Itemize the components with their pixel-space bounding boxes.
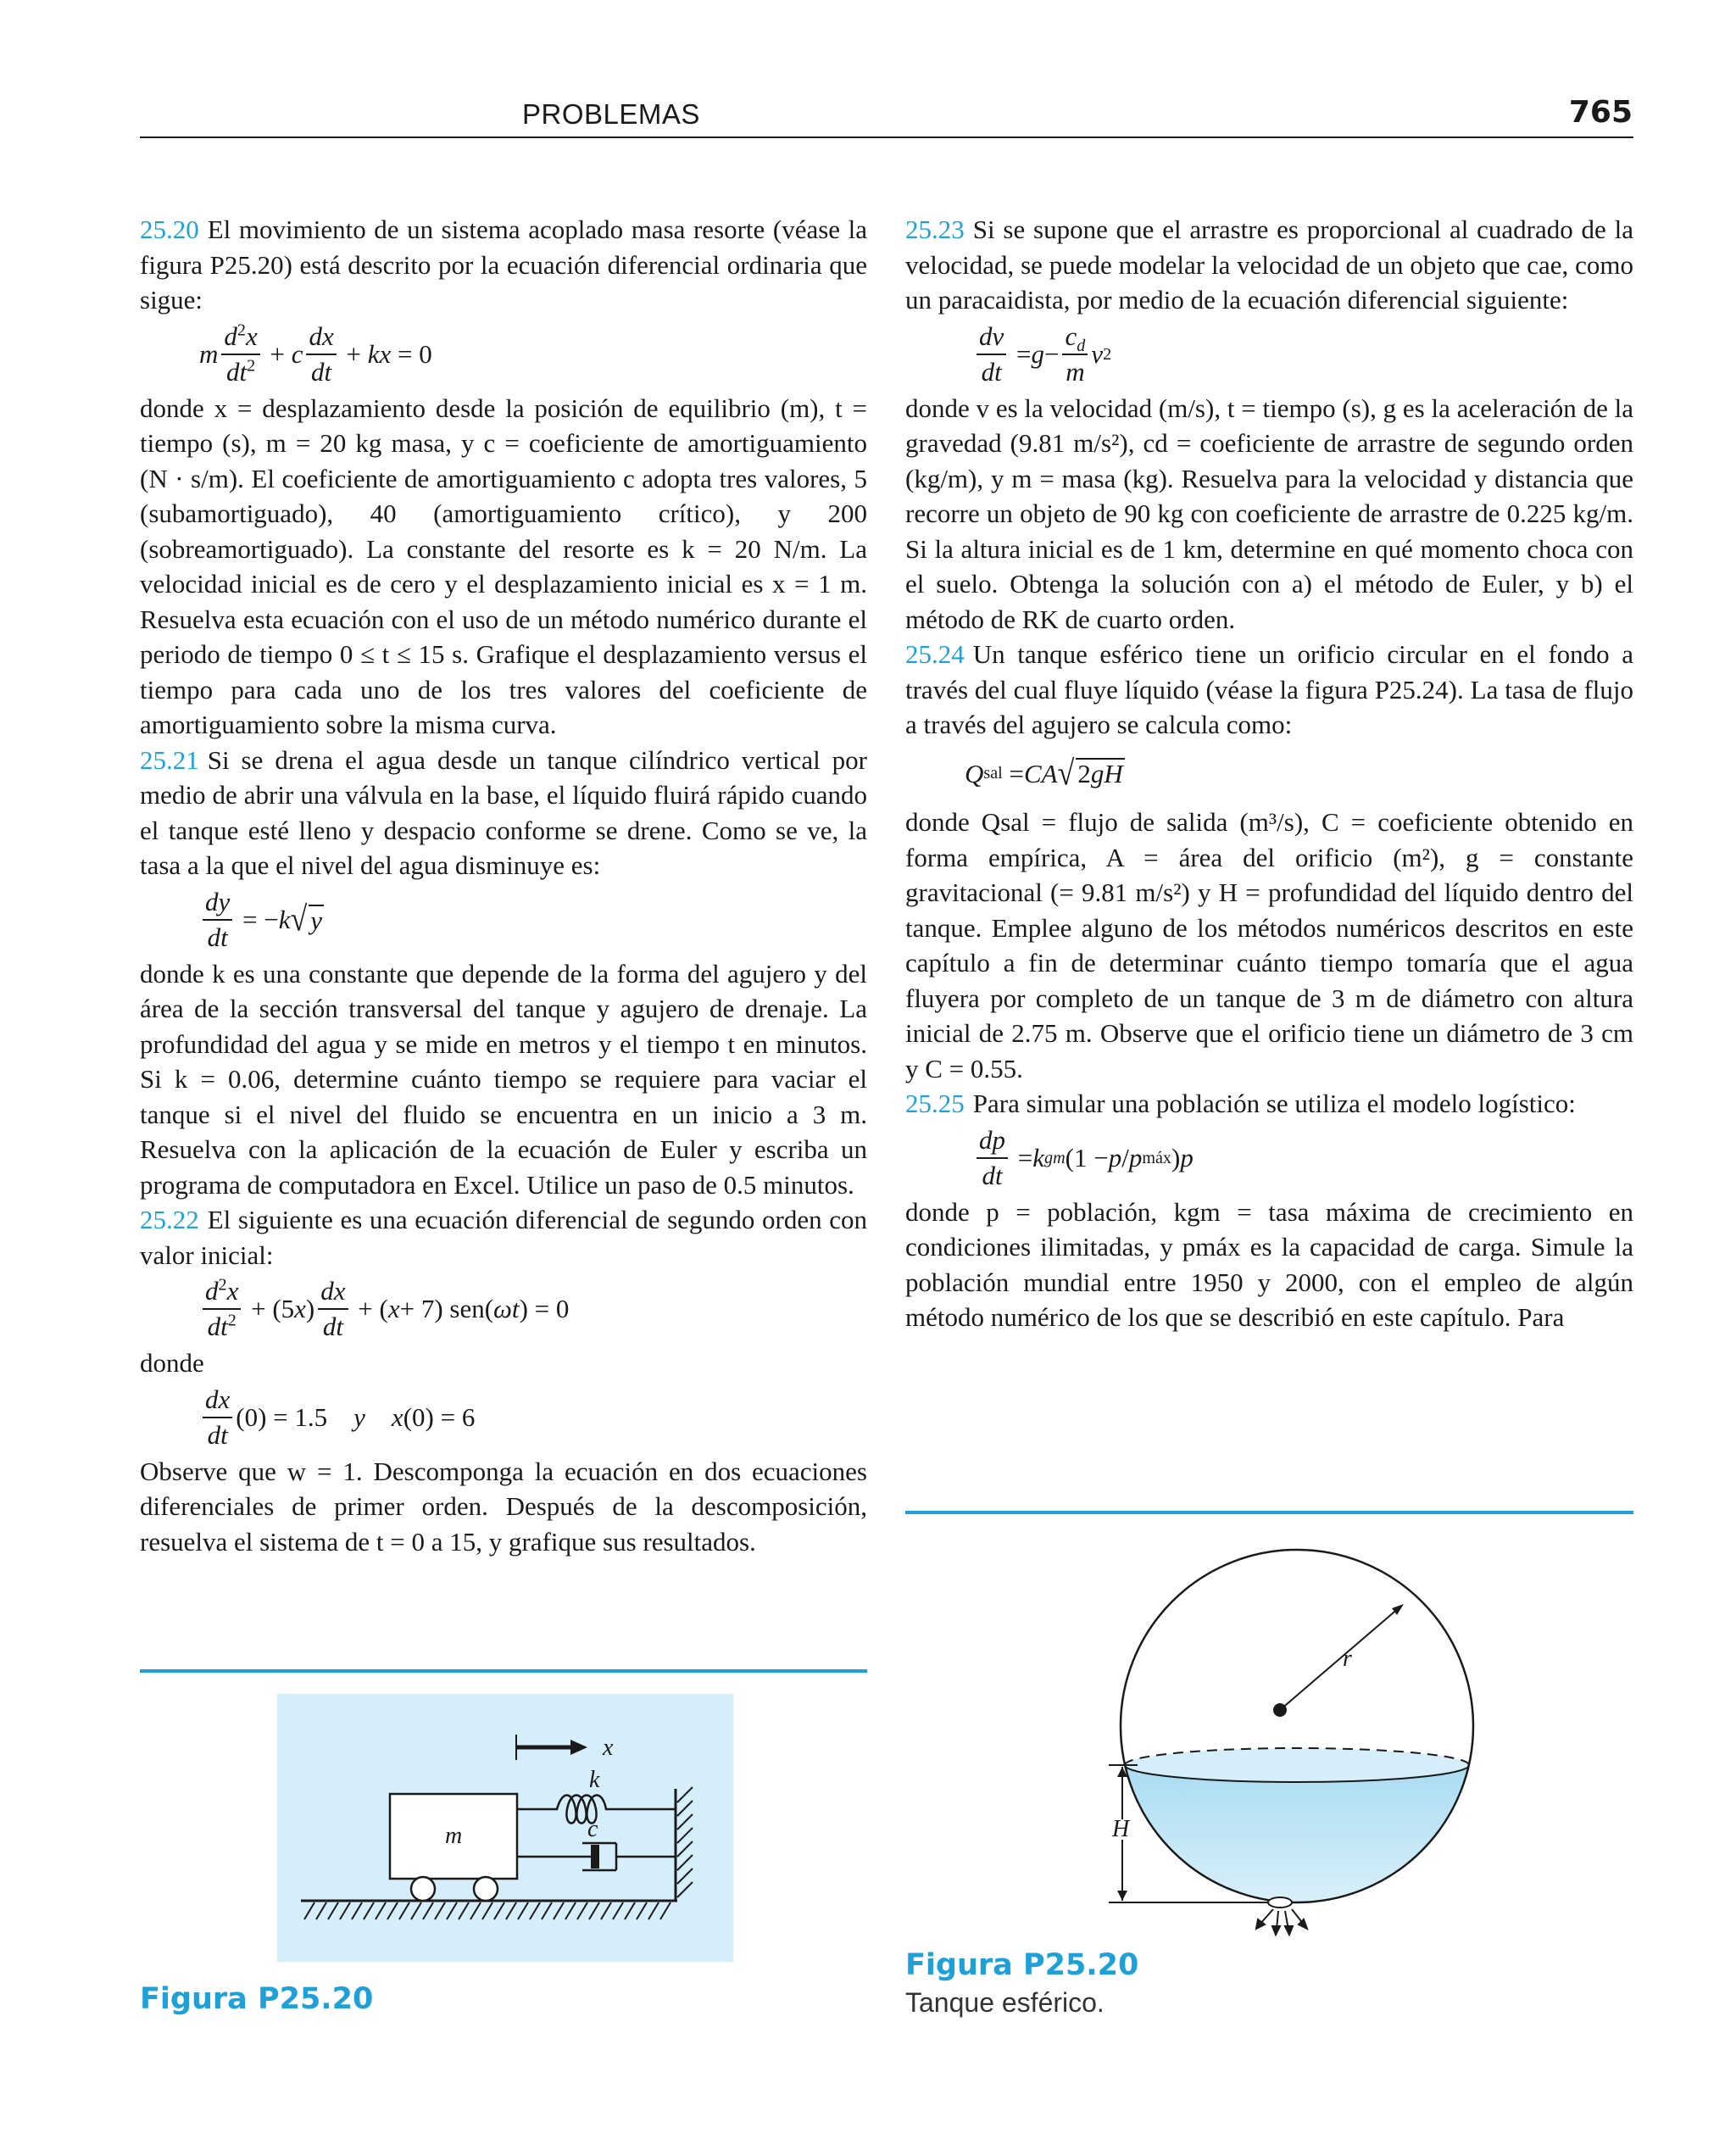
figure-rule-right (905, 1511, 1633, 1514)
problem-25-24 (905, 637, 1633, 743)
problem-number: 25.25 (905, 1089, 965, 1118)
water-body (1100, 1765, 1499, 1935)
figure-subtitle-right: Tanque esférico. (905, 1987, 1104, 2018)
problem-25-25 (905, 1086, 1633, 1122)
problem-intro: El siguiente es una ecuación diferencial de segundo orden con valor inicial: (140, 1205, 867, 1270)
problem-number: 25.20 (140, 214, 199, 244)
problem-body: donde Qsal = flujo de salida (m³/s), C = coeficiente obtenido en forma empírica, A = área del orificio (m²), g = constante gravitacional (= 9.81 m/s²) y H = profundidad del líquido dentro del tanque. Emplee alguno de los métodos numéricos descritos en este capítulo a fin de determinar cuánto tiempo tomaría que el agua fluyera por completo de un tanque de 3 m de diámetro con altura inicial de 2.75 m. Observe que el orificio tiene un diámetro de 3 cm y C = 0.55. (905, 807, 1633, 1083)
orifice (1268, 1897, 1292, 1908)
spring-label: k (589, 1767, 600, 1793)
damper-piston (591, 1845, 599, 1869)
figure-rule-left (140, 1669, 867, 1673)
equation-tank-drain: $\frac{dy}{dt}$ = − k √ y (199, 887, 867, 953)
spherical-tank-figure (1049, 1543, 1499, 1941)
outflow-arrows (1256, 1909, 1307, 1935)
equation-logistic: $\frac{dp}{dt}$ = k gm (1 − p / p máx ) p (973, 1125, 1633, 1191)
displacement-label: x (603, 1735, 614, 1761)
problem-intro: El movimiento de un sistema acoplado masa resorte (véase la figura P25.20) está descrito por la ecuación diferencial ordinaria que sigue: (140, 214, 867, 315)
problem-number: 25.22 (140, 1205, 199, 1234)
radius-label: r (1343, 1646, 1352, 1672)
problem-intro: Si se drena el agua desde un tanque cilíndrico vertical por medio de abrir una válvula en la base, el líquido fluirá rápido cuando el tanque esté lleno y despacio conforme se drene. Como se ve, la tasa a la que el nivel del agua disminuye es: (140, 744, 867, 880)
figure-caption-left: Figura P25.20 (140, 1982, 374, 2016)
header-rule (140, 136, 1633, 138)
equation-mass-spring: m $\frac{d^2x}{dt^2}$ + c $\frac{dx}{dt}$ + kx = 0 (199, 320, 432, 387)
problem-number: 25.21 (140, 744, 199, 775)
h-arrow-down (1117, 1891, 1127, 1901)
left-column (140, 212, 867, 1559)
problem-body: donde p = población, kgm = tasa máxima de crecimiento en condiciones ilimitadas, y pmáx es la capacidad de carga. Simule la población mundial entre 1950 y 2000, con el empleo de algún método numérico de los que se describió en este capítulo. Para (905, 1196, 1633, 1332)
mass-label: m (445, 1823, 463, 1849)
problem-body: Observe que w = 1. Descomponga la ecuación en dos ecuaciones diferenciales de primer orden. Después de la descomposición, resuelva el sistema de t = 0 a 15, y grafique sus resultados. (140, 1456, 867, 1557)
equation-initial-conditions: $\frac{dx}{dt}$ (0) = 1.5 y x (0) = 6 (199, 1384, 867, 1451)
equation-second-order: $\frac{d^2x}{dt^2}$ + (5 x ) $\frac{dx}{dt}$ + ( x + 7) sen( ωt ) = 0 (199, 1276, 867, 1342)
running-header: PROBLEMAS (522, 98, 700, 130)
depth-label: H (1112, 1816, 1130, 1842)
donde-text: donde (140, 1348, 204, 1378)
radius-line (1280, 1607, 1399, 1710)
wheel-right (474, 1877, 498, 1901)
equation-outflow: Q sal = CA √ 2gH (965, 753, 1123, 793)
figure-caption-right: Figura P25.20 (905, 1948, 1139, 1982)
problem-number: 25.23 (905, 214, 965, 244)
problem-25-22 (140, 1202, 867, 1273)
problem-25-20 (140, 212, 867, 318)
problem-body: donde k es una constante que depende de la forma del agujero y del área de la sección transversal del tanque y agujero de drenaje. La profundidad del agua y se mide en metros y el tiempo t en minutos. Si k = 0.06, determine cuánto tiempo se requiere para vaciar el tanque si el nivel del fluido se encuentra en un inicio a 3 m. Resuelva con la aplicación de la ecuación de Euler y escriba un programa de computadora en Excel. Utilice un paso de 0.5 minutos. (140, 958, 867, 1200)
problem-25-21 (140, 743, 867, 883)
problem-body: donde v es la velocidad (m/s), t = tiempo (s), g es la aceleración de la gravedad (9.81 m/s²), cd = coeficiente de arrastre de segundo orden (kg/m), y m = masa (kg). Resuelva para la velocidad y distancia que recorre un objeto de 90 kg con coeficiente de arrastre de 0.225 kg/m. Si la altura inicial es de 1 km, determine en qué momento choca con el suelo. Obtenga la solución con a) el método de Euler, y b) el método de RK de cuarto orden. (905, 393, 1633, 634)
problem-intro: Para simular una población se utiliza el modelo logístico: (972, 1089, 1576, 1118)
mass-spring-damper-figure (277, 1694, 733, 1962)
equation-drag: $\frac{dv}{dt}$ = g − $\frac{c_d}{m}$ v 2 (973, 321, 1633, 387)
problem-body: donde x = desplazamiento desde la posición de equilibrio (m), t = tiempo (s), m = 20 kg masa, y c = coeficiente de amortiguamiento (N · s/m). El coeficiente de amortiguamiento c adopta tres valores, 5 (subamortiguado), 40 (amortiguamiento crítico), y 200 (sobreamortiguado). La constante del resorte es k = 20 N/m. La velocidad inicial es de cero y el desplazamiento inicial es x = 1 m. Resuelva esta ecuación con el uso de un método numérico durante el periodo de tiempo 0 ≤ t ≤ 15 s. Grafique el desplazamiento versus el tiempo para cada uno de los tres valores del coeficiente de amortiguamiento sobre la misma curva. (140, 393, 867, 739)
damper-label: c (587, 1816, 598, 1842)
wheel-left (411, 1877, 435, 1901)
problem-intro: Si se supone que el arrastre es proporcional al cuadrado de la velocidad, se puede modelar la velocidad de un objeto que cae, como un paracaidista, por medio de la ecuación diferencial siguiente: (905, 214, 1633, 315)
problem-intro: Un tanque esférico tiene un orificio circular en el fondo a través del cual fluye líquido (véase la figura P25.24). La tasa de flujo a través del agujero se calcula como: (905, 639, 1633, 739)
problem-number: 25.24 (905, 639, 965, 669)
problem-25-23 (905, 212, 1633, 318)
page-number: 765 (1568, 95, 1633, 130)
right-column (905, 212, 1633, 1335)
